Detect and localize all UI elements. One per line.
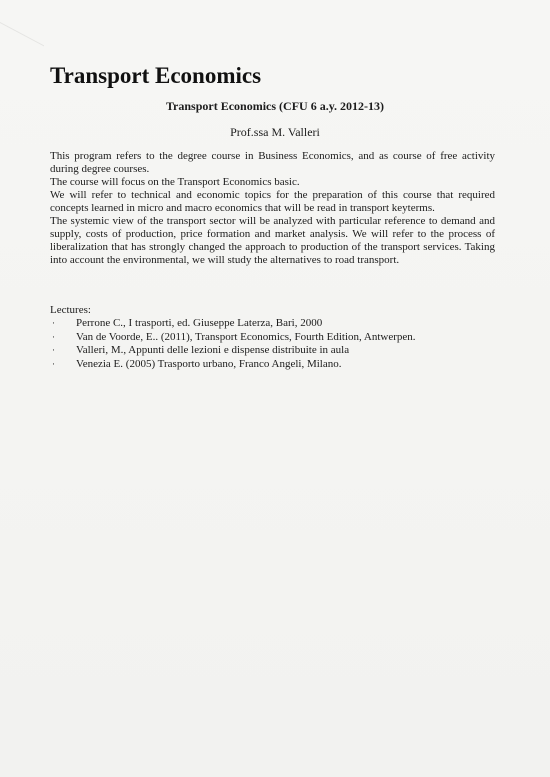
description-paragraph-1: This program refers to the degree course in Business Economics, and as course of free activity during degree courses. (50, 150, 495, 175)
lecture-item-text: Van de Voorde, E.. (2011), Transport Economics, Fourth Edition, Antwerpen. (76, 330, 416, 343)
course-description (50, 150, 495, 267)
course-author: Prof.ssa M. Valleri (230, 125, 320, 139)
lecture-item (50, 358, 495, 372)
lecture-item-text: Venezia E. (2005) Trasporto urbano, Franco Angeli, Milano. (76, 357, 342, 370)
lectures-list (50, 317, 495, 371)
lecture-item (50, 344, 495, 358)
description-paragraph-2: The course will focus on the Transport Economics basic. (50, 176, 300, 188)
lectures-heading: Lectures: (50, 304, 91, 316)
lecture-item (50, 317, 495, 331)
lecture-item (50, 331, 495, 345)
corner-fold-mark (0, 0, 44, 46)
description-paragraph-3: We will refer to technical and economic topics for the preparation of this course that required concepts learned in micro and macro economics that will be read in transport keyterms. (50, 189, 495, 214)
lecture-item-text: Valleri, M., Appunti delle lezioni e dispense distribuite in aula (76, 344, 350, 356)
description-paragraph-4: The systemic view of the transport sector will be analyzed with particular reference to demand and supply, costs of production, price formation and market analysis. We will refer to the process of liberalization that has strongly changed the approach to production of the transport services. Taking into account the environmental, we will study the alternatives to road transport. (50, 215, 495, 266)
bullet-icon: · (52, 331, 55, 342)
lecture-item-text: Perrone C., I trasporti, ed. Giuseppe Laterza, Bari, 2000 (76, 317, 323, 329)
document-title: Transport Economics (50, 63, 262, 88)
bullet-icon: · (52, 345, 55, 355)
bullet-icon: · (52, 318, 55, 328)
bullet-icon: · (52, 358, 55, 369)
course-subtitle: Transport Economics (CFU 6 a.y. 2012-13) (165, 99, 385, 113)
